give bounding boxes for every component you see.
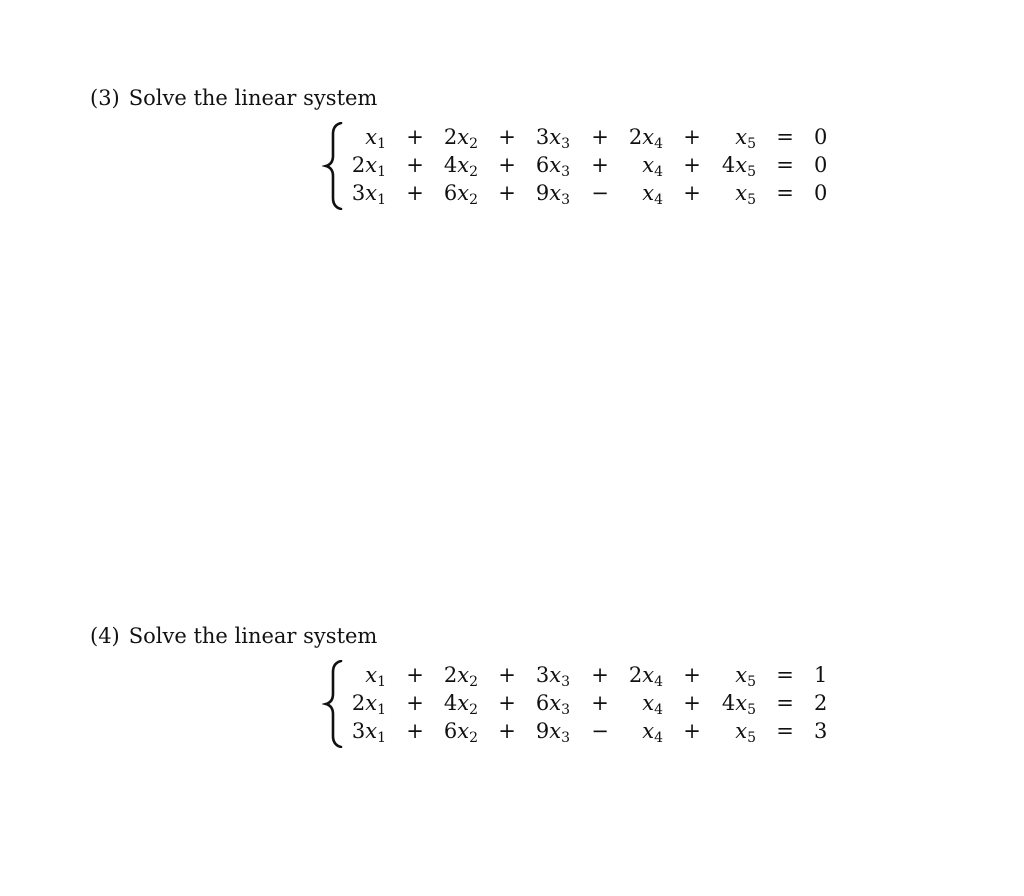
term: $9x_3$ <box>535 181 570 208</box>
right-hand-side: 3 <box>814 719 828 743</box>
term: $2x_1$ <box>351 153 386 180</box>
operator: + <box>683 153 701 177</box>
operator: − <box>591 719 609 743</box>
term: $6x_3$ <box>535 691 570 718</box>
term: $3x_1$ <box>351 181 386 208</box>
equation-row <box>322 123 842 151</box>
term: $6x_3$ <box>535 153 570 180</box>
equation-row <box>322 179 842 207</box>
operator: + <box>498 181 516 205</box>
term: $2x_2$ <box>443 663 478 690</box>
term: $x_5$ <box>735 181 756 208</box>
term: $x_4$ <box>642 719 663 746</box>
term: $x_1$ <box>365 125 386 152</box>
equals-sign: = <box>776 125 794 149</box>
term: $6x_2$ <box>443 719 478 746</box>
term: $4x_2$ <box>443 153 478 180</box>
operator: + <box>406 125 424 149</box>
operator: + <box>591 691 609 715</box>
term: $2x_2$ <box>443 125 478 152</box>
term: $4x_5$ <box>721 153 756 180</box>
term: $3x_3$ <box>535 663 570 690</box>
term: $2x_1$ <box>351 691 386 718</box>
problem-number: (3) <box>90 86 120 110</box>
problem-text: Solve the linear system <box>128 86 378 110</box>
operator: + <box>498 153 516 177</box>
term: $9x_3$ <box>535 719 570 746</box>
equals-sign: = <box>776 719 794 743</box>
term: $6x_2$ <box>443 181 478 208</box>
right-hand-side: 0 <box>814 181 828 205</box>
linear-system <box>322 660 842 750</box>
term: $2x_4$ <box>628 663 663 690</box>
operator: + <box>406 153 424 177</box>
term: $3x_3$ <box>535 125 570 152</box>
equation-row <box>322 151 842 179</box>
linear-system <box>322 122 842 212</box>
operator: − <box>591 181 609 205</box>
equals-sign: = <box>776 663 794 687</box>
operator: + <box>498 691 516 715</box>
operator: + <box>406 719 424 743</box>
problem-text: Solve the linear system <box>128 624 378 648</box>
term: $4x_5$ <box>721 691 756 718</box>
right-hand-side: 2 <box>814 691 828 715</box>
term: $x_5$ <box>735 125 756 152</box>
term: $x_4$ <box>642 153 663 180</box>
operator: + <box>683 125 701 149</box>
equation-row <box>322 661 842 689</box>
term: $x_5$ <box>735 663 756 690</box>
equation-row <box>322 717 842 745</box>
term: $x_5$ <box>735 719 756 746</box>
equals-sign: = <box>776 691 794 715</box>
operator: + <box>406 663 424 687</box>
term: $4x_2$ <box>443 691 478 718</box>
operator: + <box>683 691 701 715</box>
operator: + <box>683 719 701 743</box>
term: $3x_1$ <box>351 719 386 746</box>
term: $x_4$ <box>642 181 663 208</box>
problem-number: (4) <box>90 624 120 648</box>
right-hand-side: 0 <box>814 125 828 149</box>
equals-sign: = <box>776 181 794 205</box>
operator: + <box>406 181 424 205</box>
operator: + <box>683 181 701 205</box>
operator: + <box>591 663 609 687</box>
problem-heading <box>90 622 377 650</box>
operator: + <box>498 719 516 743</box>
right-hand-side: 1 <box>814 663 828 687</box>
term: $x_4$ <box>642 691 663 718</box>
problem-heading <box>90 84 377 112</box>
term: $2x_4$ <box>628 125 663 152</box>
term: $x_1$ <box>365 663 386 690</box>
operator: + <box>591 125 609 149</box>
operator: + <box>591 153 609 177</box>
right-hand-side: 0 <box>814 153 828 177</box>
equals-sign: = <box>776 153 794 177</box>
equation-row <box>322 689 842 717</box>
operator: + <box>498 125 516 149</box>
operator: + <box>406 691 424 715</box>
operator: + <box>498 663 516 687</box>
operator: + <box>683 663 701 687</box>
